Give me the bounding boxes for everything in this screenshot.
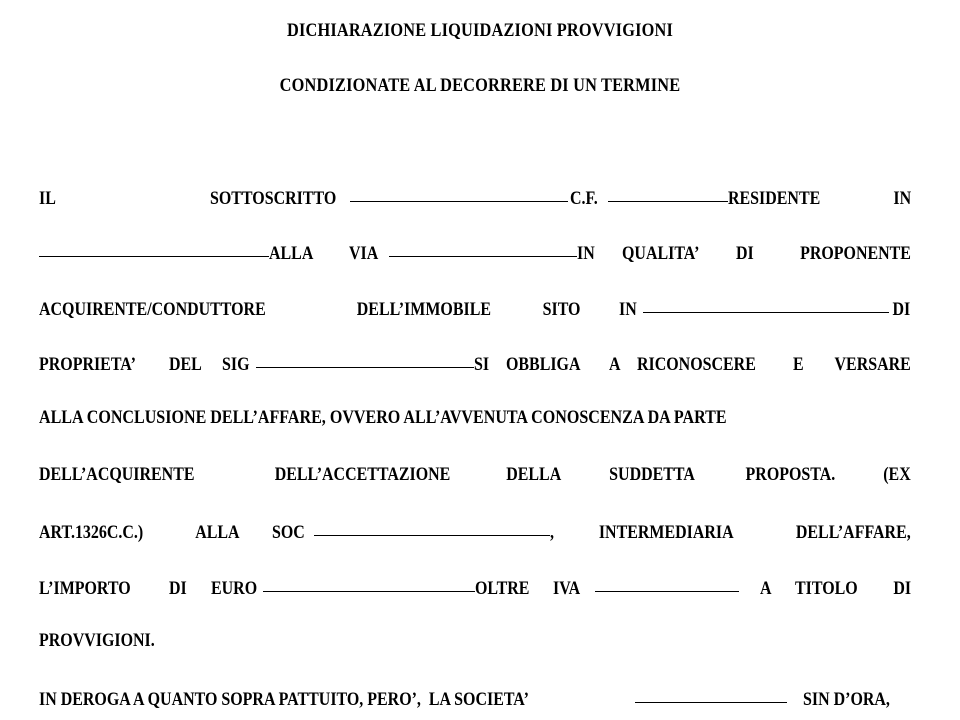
vat-blank-field[interactable] [595,573,739,592]
word: C.F. [570,188,599,209]
word: DEL [168,354,202,375]
line-group [553,575,739,600]
word: L’IMPORTO [39,578,131,599]
word: PROPONENTE [800,243,911,264]
company-name-blank-field[interactable] [314,517,550,536]
word: SITO [542,299,581,320]
line-text: IN DEROGA A QUANTO SOPRA PATTUITO, PERO’, LA SOCIETA’ [39,689,529,710]
paragraph-line-9 [39,630,911,660]
word: OBBLIGA [506,354,581,375]
paragraph-line-2 [39,240,911,270]
word: OLTRE [474,578,530,599]
word: SIN D’ORA, [803,689,890,710]
amount-euro-blank-field[interactable] [263,573,475,592]
line-group [210,185,838,210]
word: DELL’IMMOBILE [356,299,491,320]
paragraph-line-5 [39,407,911,437]
line-group [222,351,492,376]
word: SUDDETTA [609,464,695,485]
word: (EX [883,464,911,485]
line-text: ALLA CONCLUSIONE DELL’AFFARE, OVVERO ALL’AVVENUTA CONOSCENZA DA PARTE [39,407,727,428]
word: E [793,354,804,375]
word: SOTTOSCRITTO [210,188,337,209]
word: ALLA [195,522,240,543]
word: PROPRIETA’ [39,354,136,375]
word: , [549,522,554,543]
word: A [760,578,772,599]
word: SI [474,354,490,375]
word: IN [893,188,911,209]
word: DELL’ACCETTAZIONE [274,464,451,485]
word: DELL’AFFARE, [796,522,911,543]
word: RICONOSCERE [637,354,757,375]
paragraph-line-10 [39,686,911,716]
line-group [272,519,558,544]
word: ART.1326C.C.) [39,522,144,543]
word: INTERMEDIARIA [598,522,734,543]
word: SOC [271,522,305,543]
word: DELL’ACQUIRENTE [39,464,195,485]
line-group [211,575,533,600]
company-blank-field[interactable] [635,684,787,703]
line-group [39,240,327,265]
owner-name-blank-field[interactable] [256,349,474,368]
word: ALLA [269,243,314,264]
word: PROPOSTA. [745,464,836,485]
paragraph-line-4 [39,351,911,381]
word: RESIDENTE [728,188,821,209]
name-blank-field[interactable] [350,183,568,202]
line-group [349,240,601,265]
word: A [609,354,621,375]
word: DELLA [506,464,562,485]
word: IN [618,299,637,320]
paragraph-line-7 [39,519,911,549]
document-title-line-2: CONDIZIONATE AL DECORRERE DI UN TERMINE [279,75,681,96]
word: TITOLO [794,578,858,599]
word: DI [893,578,911,599]
line-text: PROVVIGIONI. [39,630,155,651]
document-title-line-1: DICHIARAZIONE LIQUIDAZIONI PROVVIGIONI [286,20,674,41]
tax-code-blank-field[interactable] [608,183,728,202]
paragraph-line-1 [39,185,911,215]
word: VERSARE [834,354,911,375]
word: DI [736,243,754,264]
paragraph-line-6 [39,464,911,494]
word: IL [39,188,56,209]
residence-blank-field[interactable] [39,238,269,257]
line-group [619,296,911,321]
paragraph-line-3 [39,296,911,326]
property-location-blank-field[interactable] [643,294,889,313]
paragraph-line-8 [39,575,911,605]
word: ACQUIRENTE/CONDUTTORE [39,299,266,320]
word: QUALITA’ [622,243,700,264]
word: VIA [348,243,378,264]
word: IN [576,243,595,264]
word: DI [892,299,911,320]
word: EURO [210,578,257,599]
word: DI [168,578,187,599]
street-blank-field[interactable] [389,238,577,257]
word: IVA [553,578,581,599]
word: SIG [222,354,250,375]
